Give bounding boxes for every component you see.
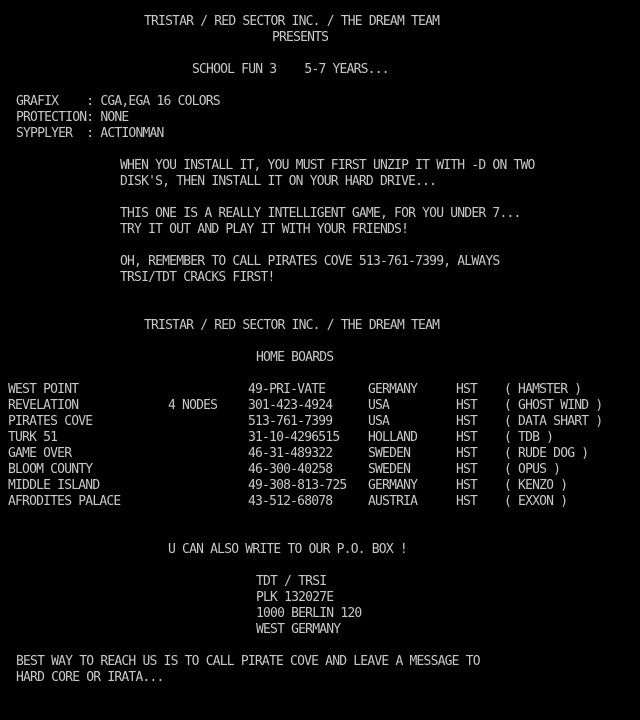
board-name: TURK 51: [8, 430, 58, 445]
board-name: REVELATION: [8, 398, 79, 413]
board-country: SWEDEN: [368, 462, 411, 477]
board-name: WEST POINT: [8, 382, 79, 397]
table-row: [0, 382, 640, 398]
board-country: HOLLAND: [368, 430, 418, 445]
board-phone: 43-512-68078: [248, 494, 333, 509]
board-modem: HST: [456, 430, 478, 445]
po-box-line-3: 1000 BERLIN 120: [256, 606, 362, 621]
board-country: AUSTRIA: [368, 494, 418, 509]
board-country: SWEDEN: [368, 446, 411, 461]
table-row: [0, 398, 640, 414]
board-phone: 46-31-489322: [248, 446, 333, 461]
home-boards-heading: HOME BOARDS: [256, 350, 334, 365]
closing-line-1: BEST WAY TO REACH US IS TO CALL PIRATE COVE AND LEAVE A MESSAGE TO: [16, 654, 480, 669]
board-modem: HST: [456, 462, 478, 477]
game-note-line-2: TRY IT OUT AND PLAY IT WITH YOUR FRIENDS!: [120, 222, 409, 237]
board-name: AFRODITES PALACE: [8, 494, 121, 509]
info-grafix: GRAFIX : CGA,EGA 16 COLORS: [16, 94, 220, 109]
header-presents: PRESENTS: [272, 30, 329, 45]
board-country: GERMANY: [368, 382, 418, 397]
call-note-line-2: TRSI/TDT CRACKS FIRST!: [120, 270, 275, 285]
board-phone: 49-308-813-725: [248, 478, 347, 493]
po-box-intro: U CAN ALSO WRITE TO OUR P.O. BOX !: [168, 542, 407, 557]
board-modem: HST: [456, 494, 478, 509]
table-row: [0, 494, 640, 510]
po-box-line-4: WEST GERMANY: [256, 622, 341, 637]
board-sysop: ( OPUS ): [504, 462, 561, 477]
closing-line-2: HARD CORE OR IRATA...: [16, 670, 164, 685]
board-modem: HST: [456, 398, 478, 413]
header-groups: TRISTAR / RED SECTOR INC. / THE DREAM TEAM: [144, 14, 440, 29]
board-name: BLOOM COUNTY: [8, 462, 93, 477]
table-row: [0, 430, 640, 446]
table-row: [0, 446, 640, 462]
board-phone: 49-PRI-VATE: [248, 382, 326, 397]
board-sysop: ( RUDE DOG ): [504, 446, 589, 461]
board-sysop: ( GHOST WIND ): [504, 398, 603, 413]
board-country: GERMANY: [368, 478, 418, 493]
call-note-line-1: OH, REMEMBER TO CALL PIRATES COVE 513-761-7399, ALWAYS: [120, 254, 500, 269]
info-supplier: SYPPLYER : ACTIONMAN: [16, 126, 164, 141]
board-phone: 46-300-40258: [248, 462, 333, 477]
table-row: [0, 478, 640, 494]
game-title: SCHOOL FUN 3 5-7 YEARS...: [192, 62, 389, 77]
board-modem: HST: [456, 446, 478, 461]
board-nodes: 4 NODES: [168, 398, 218, 413]
board-modem: HST: [456, 478, 478, 493]
board-phone: 31-10-4296515: [248, 430, 340, 445]
table-row: [0, 462, 640, 478]
po-box-line-1: TDT / TRSI: [256, 574, 327, 589]
board-sysop: ( TDB ): [504, 430, 554, 445]
game-note-line-1: THIS ONE IS A REALLY INTELLIGENT GAME, FOR YOU UNDER 7...: [120, 206, 521, 221]
po-box-line-2: PLK 132027E: [256, 590, 334, 605]
board-modem: HST: [456, 414, 478, 429]
board-sysop: ( EXXON ): [504, 494, 568, 509]
board-country: USA: [368, 398, 390, 413]
install-note-line-1: WHEN YOU INSTALL IT, YOU MUST FIRST UNZIP IT WITH -D ON TWO: [120, 158, 535, 173]
info-protection: PROTECTION: NONE: [16, 110, 129, 125]
board-phone: 513-761-7399: [248, 414, 333, 429]
board-name: MIDDLE ISLAND: [8, 478, 100, 493]
board-name: GAME OVER: [8, 446, 72, 461]
board-name: PIRATES COVE: [8, 414, 93, 429]
install-note-line-2: DISK'S, THEN INSTALL IT ON YOUR HARD DRIVE...: [120, 174, 437, 189]
board-sysop: ( KENZO ): [504, 478, 568, 493]
board-sysop: ( DATA SHART ): [504, 414, 603, 429]
board-country: USA: [368, 414, 390, 429]
board-sysop: ( HAMSTER ): [504, 382, 582, 397]
board-modem: HST: [456, 382, 478, 397]
table-row: [0, 414, 640, 430]
board-phone: 301-423-4924: [248, 398, 333, 413]
footer-groups: TRISTAR / RED SECTOR INC. / THE DREAM TEAM: [144, 318, 440, 333]
